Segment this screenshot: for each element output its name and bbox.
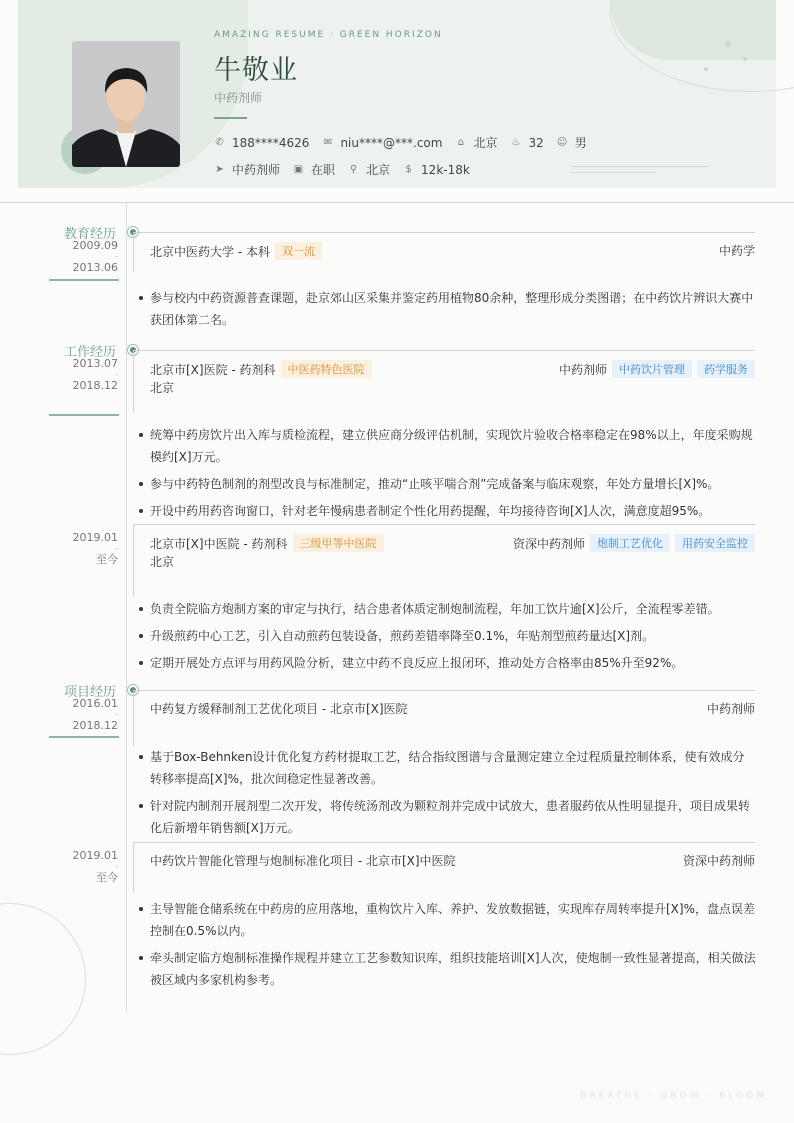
list-item: 参与校内中药资源普查课题，赴京郊山区采集并鉴定药用植物80余种，整理形成分类图谱；在中药饮片辨识大赛中获团体第二名。 <box>150 287 756 331</box>
intent-salary: $ 12k-18k <box>403 163 470 177</box>
resume-tagline: AMAZING RESUME · GREEN HORIZON <box>214 30 443 40</box>
entry-frame <box>133 690 755 746</box>
mail-icon: ✉ <box>323 137 333 148</box>
section-underline <box>49 736 119 738</box>
entry-date: 2019.01 - 至今 <box>72 531 118 566</box>
list-item: 负责全院临方炮制方案的审定与执行，结合患者体质定制炮制流程，年加工饮片逾[X]公斤，全流程零差错。 <box>150 598 756 620</box>
gender-icon: ☺ <box>557 137 568 148</box>
section-title-projects: 项目经历 <box>63 685 116 700</box>
project-name: 中药复方缓释制剂工艺优化项目 - 北京市[X]医院 <box>150 702 408 716</box>
employer-tag: 中医药特色医院 <box>281 360 372 378</box>
contact-home: ⌂ 北京 <box>455 134 497 151</box>
list-item: 主导智能仓储系统在中药房的应用落地，重构饮片入库、养护、发放数据链，实现库存周转率提升[X]%，盘点误差控制在0.5%以内。 <box>150 898 756 942</box>
employer-tag: 三级甲等中医院 <box>293 534 384 552</box>
entry-date: 2019.01 - 至今 <box>72 849 118 884</box>
salary-icon: $ <box>405 164 412 175</box>
intent-row <box>214 161 483 178</box>
intent-position: ➤ 中药剂师 <box>215 163 281 177</box>
entry-date: 2016.01 - 2018.12 <box>72 697 118 732</box>
employer-city: 北京 <box>150 555 175 569</box>
section-underline <box>49 279 119 281</box>
bullet-list <box>138 287 756 336</box>
list-item: 参与中药特色制剂的剂型改良与标准制定，推动“止咳平喘合剂”完成备案与临床观察，年处方量增长[X]%。 <box>150 473 756 495</box>
major: 中药学 <box>718 244 755 258</box>
bullet-list <box>138 746 756 844</box>
entry-date: 2009.09 - 2013.06 <box>72 239 118 274</box>
section-title-work: 工作经历 <box>63 345 116 360</box>
employer-city: 北京 <box>150 381 175 395</box>
skill-tag: 炮制工艺优化 <box>590 534 670 552</box>
job-title-row <box>513 534 755 552</box>
list-item: 牵头制定临方炮制标准操作规程并建立工艺参数知识库，组织技能培训[X]人次，使炮制一致性显著提高，相关做法被区域内多家机构参考。 <box>150 947 756 991</box>
section-title-education: 教育经历 <box>63 227 116 242</box>
contact-age: ♨ 32 <box>511 135 544 150</box>
school-name: 北京中医药大学 - 本科 双一流 <box>150 242 322 260</box>
list-item: 针对院内制剂开展剂型二次开发，将传统汤剂改为颗粒剂并完成中试放大，患者服药依从性明显提升，项目成果转化后新增年销售额[X]万元。 <box>150 795 756 839</box>
bullet-list <box>138 898 756 996</box>
job-title: 资深中药剂师 <box>512 536 585 551</box>
send-icon: ➤ <box>215 164 224 175</box>
decor-line <box>570 172 656 173</box>
title-divider <box>214 117 247 119</box>
job-title: 中药剂师 <box>558 362 607 377</box>
employer-name: 北京市[X]医院 - 药剂科 中医药特色医院 <box>150 360 372 378</box>
list-item: 统筹中药房饮片出入库与质检流程，建立供应商分级评估机制，实现饮片验收合格率稳定在98%以上，年度采购规模约[X]万元。 <box>150 424 756 468</box>
candidate-role: 中药剂师 <box>214 91 263 105</box>
project-role: 中药剂师 <box>706 702 755 716</box>
footer-motto: BREATHE · GROW · BLOOM <box>580 1091 767 1101</box>
skill-tag: 用药安全监控 <box>675 534 755 552</box>
skill-tag: 中药饮片管理 <box>612 360 692 378</box>
contact-email[interactable]: ✉ niu****@***.com <box>323 135 443 150</box>
bullet-list <box>138 424 756 527</box>
avatar <box>72 41 180 167</box>
cake-icon: ♨ <box>511 137 521 148</box>
location-pin-icon: ⚲ <box>349 164 358 175</box>
school-tag: 双一流 <box>275 242 322 260</box>
decor-line <box>570 166 710 167</box>
contact-phone[interactable]: ✆ 188****4626 <box>215 135 310 150</box>
contact-row <box>214 134 600 151</box>
intent-status: ▣ 在职 <box>293 163 336 177</box>
list-item: 升级煎药中心工艺，引入自动煎药包装设备，煎药差错率降至0.1%，年贴剂型煎药量达[X]剂。 <box>150 625 756 647</box>
list-item: 基于Box-Behnken设计优化复方药材提取工艺，结合指纹图谱与含量测定建立全过程质量控制体系，使有效成分转移率提高[X]%，批次间稳定性显著改善。 <box>150 746 756 790</box>
phone-icon: ✆ <box>215 137 224 148</box>
project-name: 中药饮片智能化管理与炮制标准化项目 - 北京市[X]中医院 <box>150 854 456 868</box>
contact-gender: ☺ 男 <box>557 136 587 150</box>
resume-header <box>0 0 794 203</box>
section-underline <box>49 414 119 416</box>
list-item: 开设中药用药咨询窗口，针对老年慢病患者制定个性化用药提醒，年均接待咨询[X]人次，满意度超95%。 <box>150 500 756 522</box>
candidate-name: 牛敬业 <box>214 55 298 86</box>
skill-tag: 药学服务 <box>697 360 755 378</box>
bullet-list <box>138 598 756 679</box>
intent-city: ⚲ 北京 <box>349 163 391 177</box>
employer-name: 北京市[X]中医院 - 药剂科 三级甲等中医院 <box>150 534 384 552</box>
project-role: 资深中药剂师 <box>682 854 755 868</box>
home-icon: ⌂ <box>457 137 465 148</box>
briefcase-icon: ▣ <box>293 164 304 175</box>
timeline-line <box>126 202 127 1012</box>
entry-date: 2013.07 - 2018.12 <box>72 357 118 392</box>
decor-arc <box>0 903 86 1055</box>
list-item: 定期开展处方点评与用药风险分析，建立中药不良反应上报闭环，推动处方合格率由85%升至92%。 <box>150 652 756 674</box>
job-title-row <box>559 360 755 378</box>
